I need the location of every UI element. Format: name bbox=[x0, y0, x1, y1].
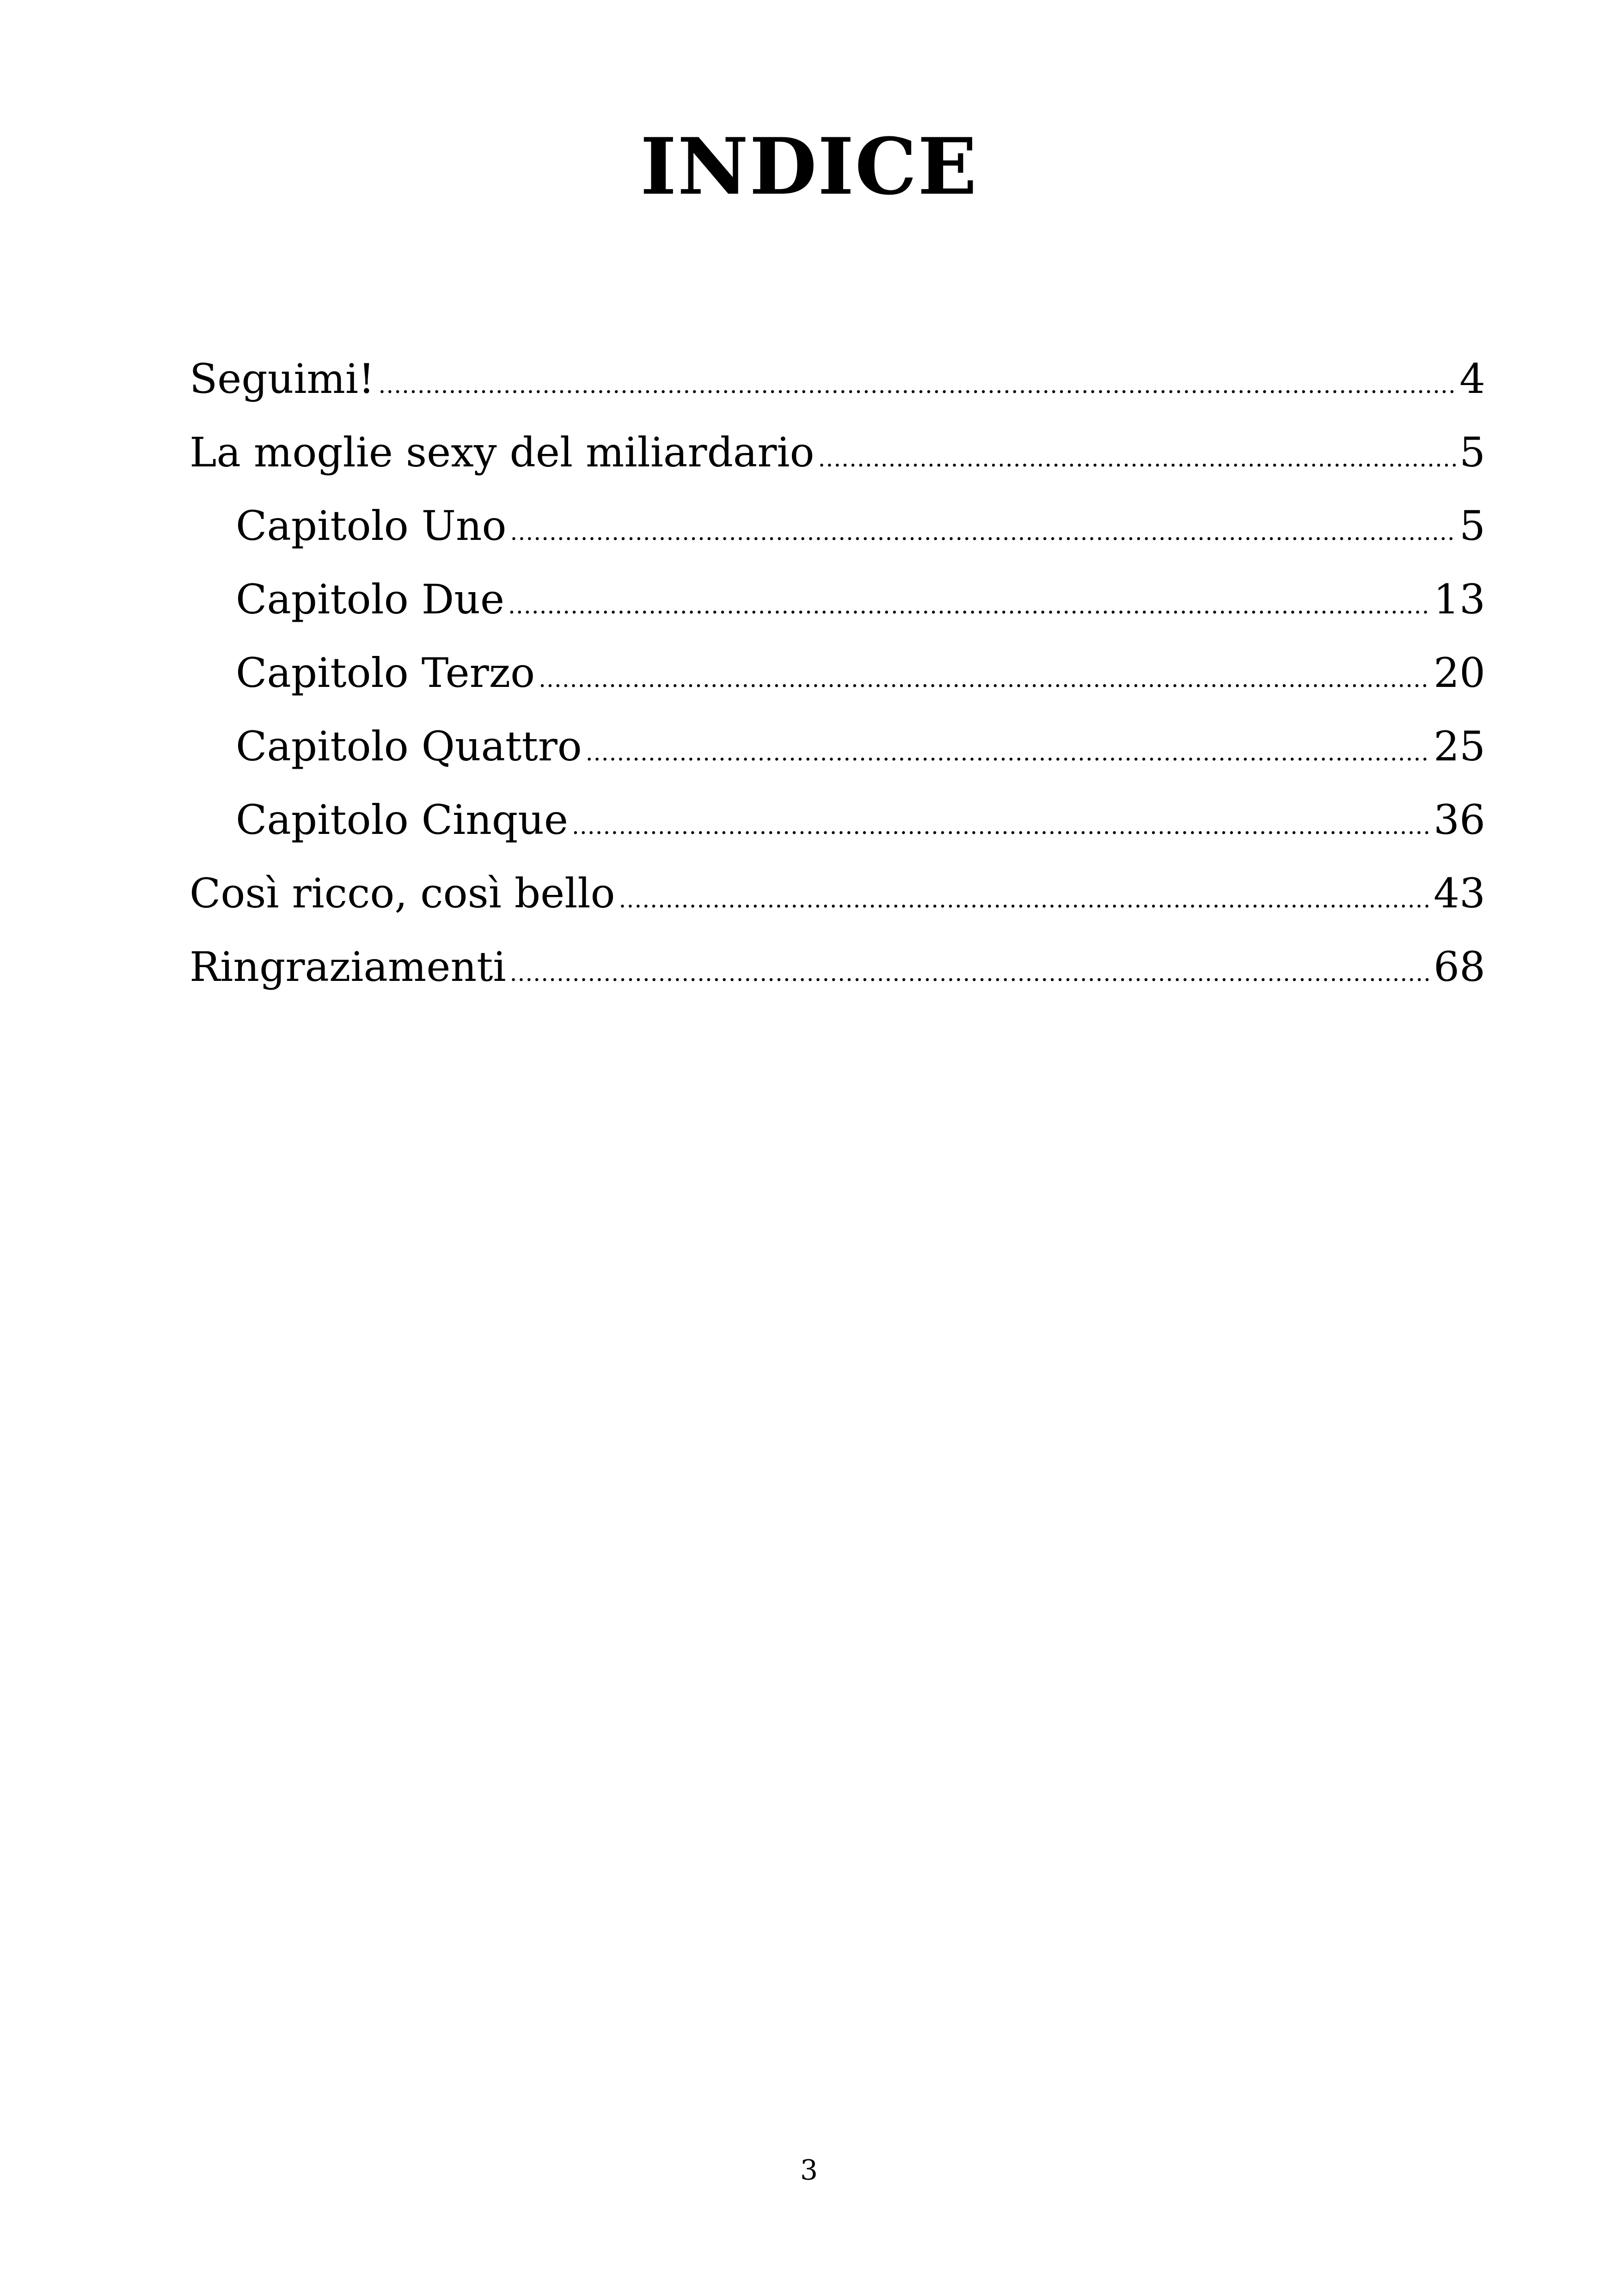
dot-leader bbox=[818, 422, 1456, 496]
dot-leader bbox=[619, 863, 1430, 937]
toc-entry-page: 43 bbox=[1434, 869, 1485, 917]
toc-entry-page: 4 bbox=[1459, 355, 1485, 403]
dot-leader bbox=[572, 790, 1430, 863]
toc-entry-label: Ringraziamenti bbox=[190, 943, 506, 991]
toc-entry-capitolo-quattro[interactable] bbox=[190, 710, 1485, 783]
toc-entry-cosi-ricco[interactable] bbox=[190, 857, 1485, 930]
toc-entry-label: La moglie sexy del miliardario bbox=[190, 429, 815, 476]
toc-entry-capitolo-uno[interactable] bbox=[190, 489, 1485, 563]
toc-entry-page: 25 bbox=[1434, 722, 1485, 770]
toc-entry-label: Così ricco, così bello bbox=[190, 869, 615, 917]
page-title: INDICE bbox=[640, 121, 978, 212]
dot-leader bbox=[586, 716, 1430, 790]
toc-entry-capitolo-due[interactable] bbox=[190, 563, 1485, 636]
toc-entry-label: Capitolo Quattro bbox=[236, 722, 582, 770]
toc-entry-page: 5 bbox=[1459, 502, 1485, 550]
dot-leader bbox=[539, 643, 1430, 716]
toc-entry-capitolo-cinque[interactable] bbox=[190, 783, 1485, 857]
toc-entry-label: Capitolo Uno bbox=[236, 502, 507, 550]
toc-entry-capitolo-terzo[interactable] bbox=[190, 636, 1485, 710]
toc-entry-page: 13 bbox=[1434, 576, 1485, 623]
toc-entry-label: Capitolo Due bbox=[236, 576, 505, 623]
dot-leader bbox=[378, 349, 1456, 422]
dot-leader bbox=[510, 496, 1456, 569]
page-number: 3 bbox=[800, 2154, 818, 2186]
toc-entry-label: Seguimi! bbox=[190, 355, 375, 403]
toc-entry-la-moglie-sexy[interactable] bbox=[190, 416, 1485, 489]
toc-entry-page: 20 bbox=[1434, 649, 1485, 697]
table-of-contents bbox=[190, 342, 1485, 1004]
dot-leader bbox=[508, 569, 1430, 643]
toc-entry-page: 36 bbox=[1434, 796, 1485, 844]
toc-entry-label: Capitolo Cinque bbox=[236, 796, 568, 844]
toc-entry-label: Capitolo Terzo bbox=[236, 649, 535, 697]
toc-entry-ringraziamenti[interactable] bbox=[190, 930, 1485, 1004]
dot-leader bbox=[510, 937, 1430, 1010]
toc-entry-page: 68 bbox=[1434, 943, 1485, 991]
toc-entry-page: 5 bbox=[1459, 429, 1485, 476]
toc-entry-seguimi[interactable] bbox=[190, 342, 1485, 416]
